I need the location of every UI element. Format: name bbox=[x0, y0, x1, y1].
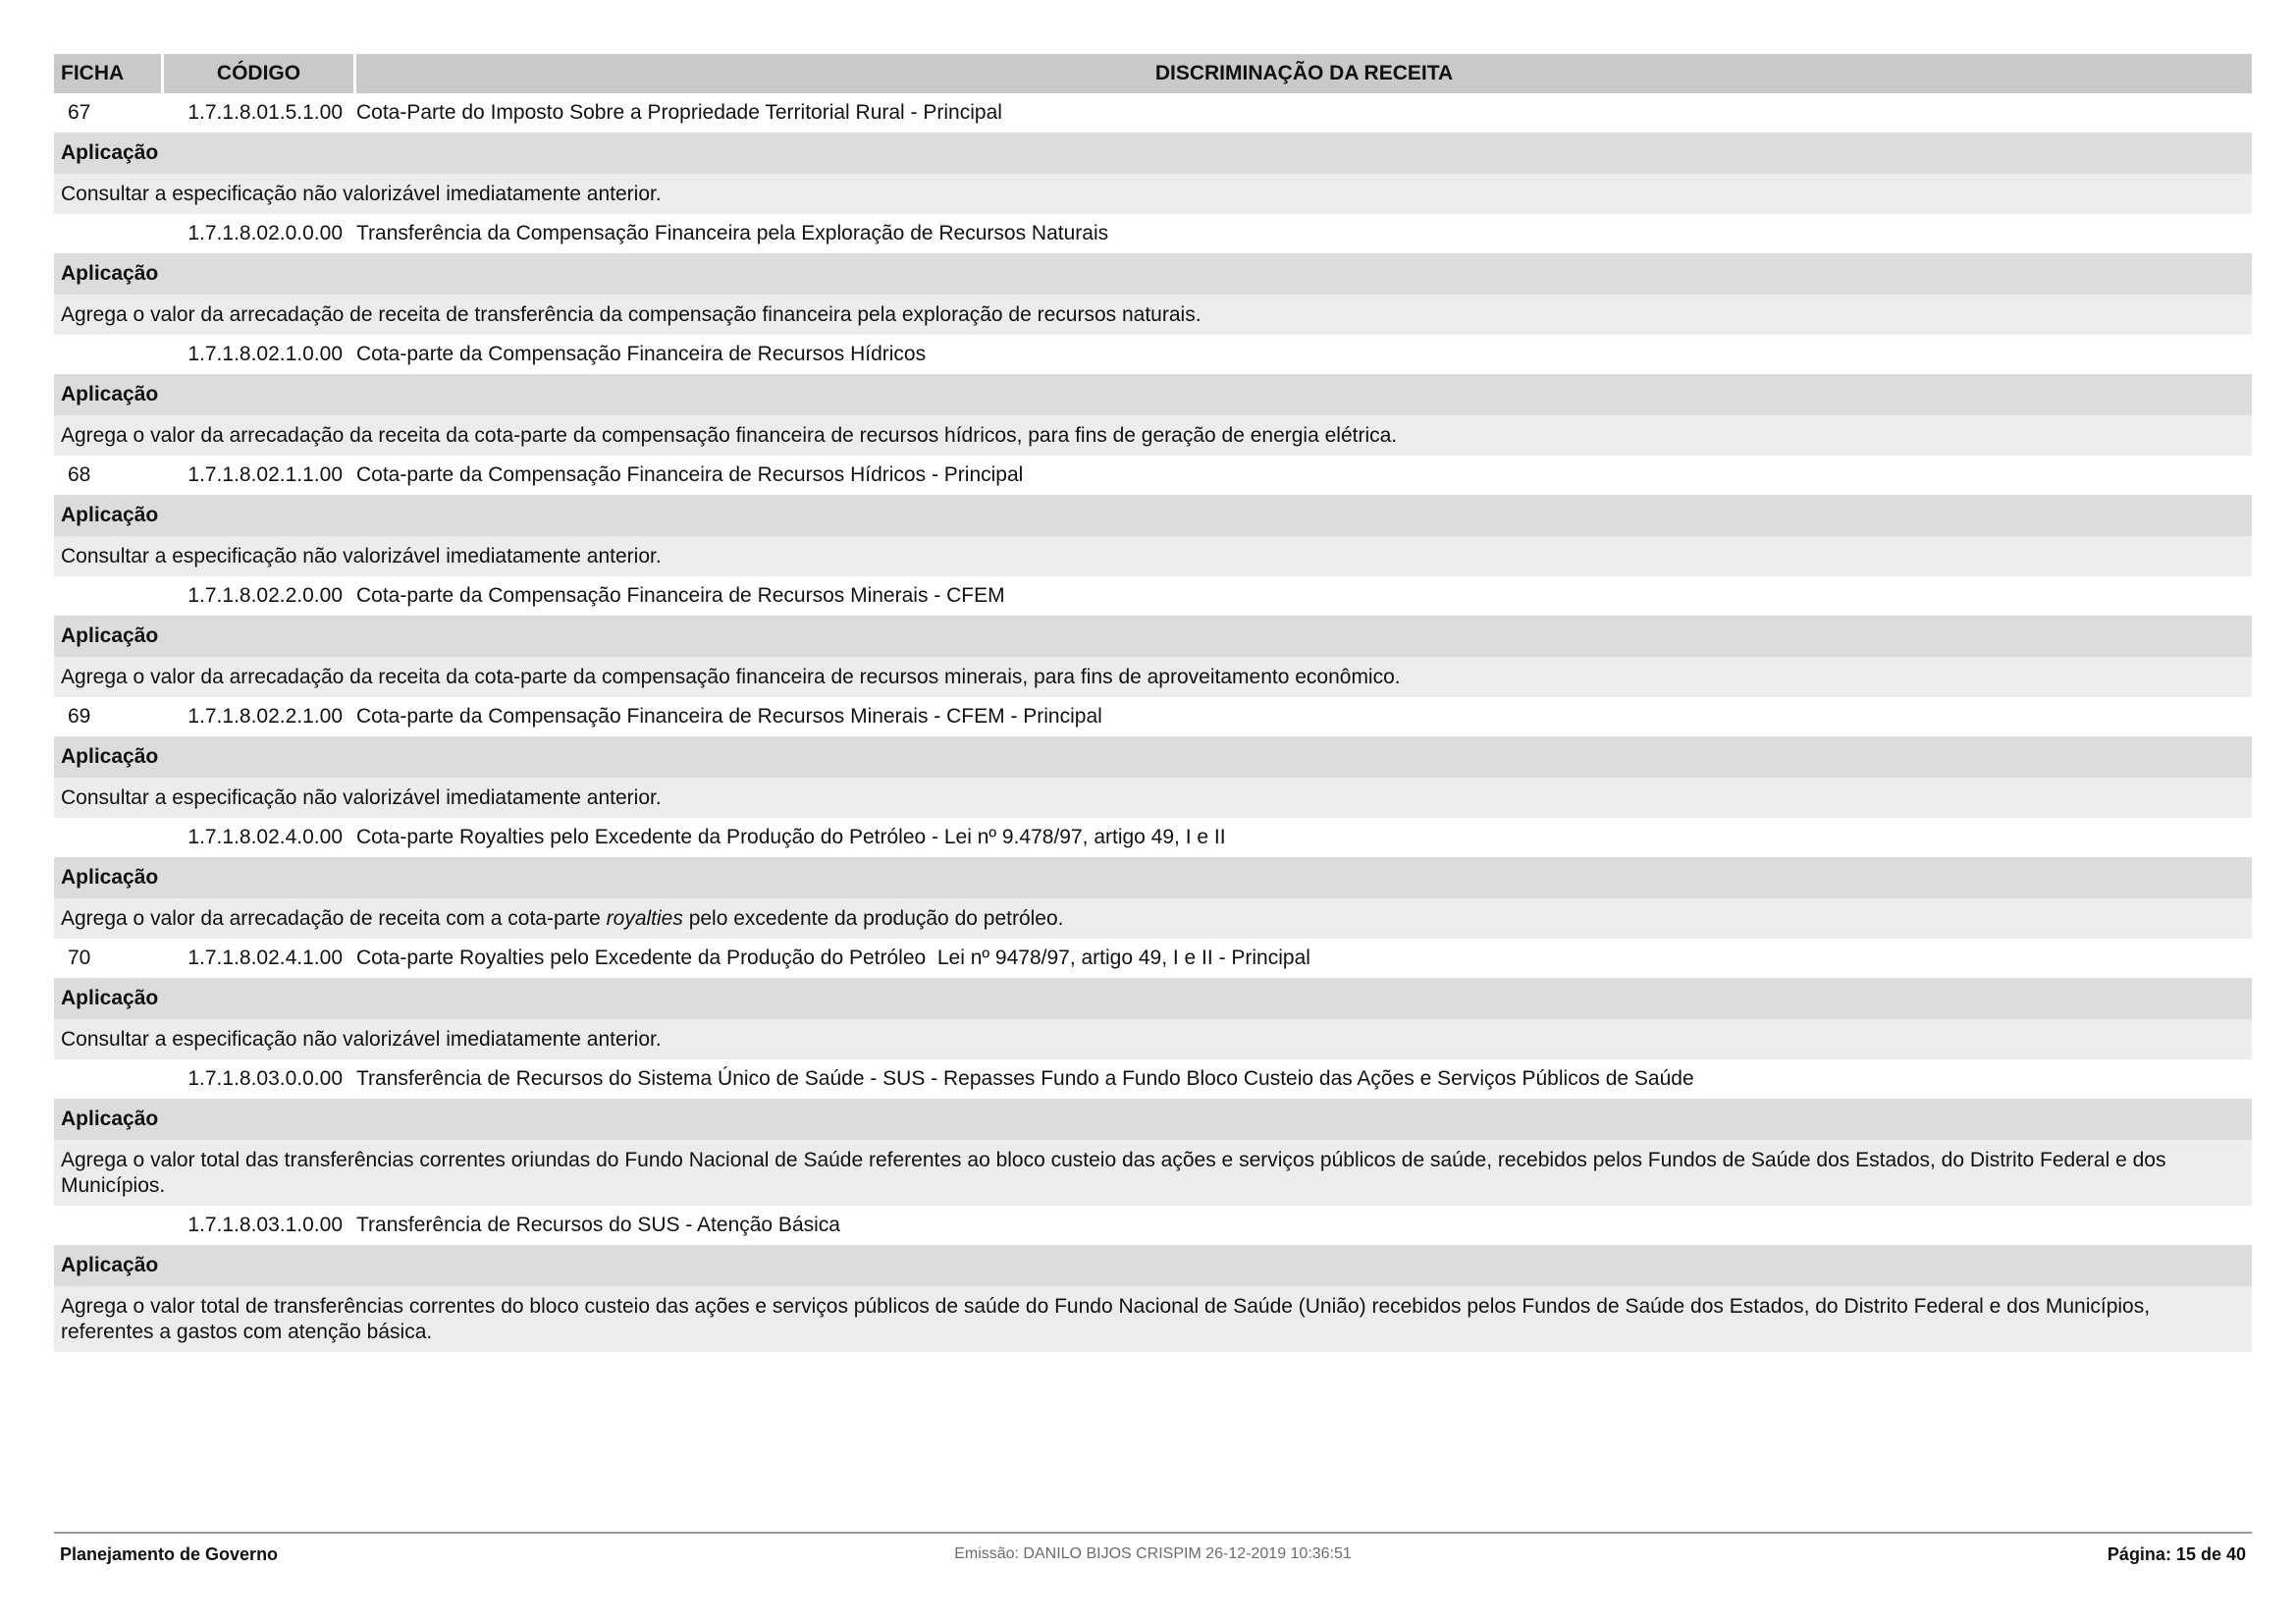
ficha-cell: 67 bbox=[68, 101, 91, 124]
aplicacao-text-after: pelo excedente da produção do petróleo. bbox=[682, 907, 1064, 930]
revenue-item bbox=[54, 1059, 2252, 1206]
table-row bbox=[54, 335, 2252, 374]
aplicacao-text: Agrega o valor da arrecadação de receita de transferência da compensação financeira pela exploração de recursos naturais. bbox=[54, 295, 2252, 335]
aplicacao-text bbox=[54, 898, 2252, 939]
table-row bbox=[54, 456, 2252, 495]
revenue-item bbox=[54, 818, 2252, 939]
descricao-cell: Cota-parte Royalties pelo Excedente da Produção do Petróleo Lei nº 9478/97, artigo 49, I e II - Principal bbox=[356, 947, 1310, 969]
footer-emission: Emissão: DANILO BIJOS CRISPIM 26-12-2019 10:36:51 bbox=[954, 1545, 1352, 1562]
descricao-cell: Cota-parte da Compensação Financeira de Recursos Hídricos - Principal bbox=[356, 463, 1024, 486]
table-row bbox=[54, 1206, 2252, 1245]
ficha-cell: 68 bbox=[68, 463, 91, 486]
aplicacao-text: Agrega o valor total de transferências correntes do bloco custeio das ações e serviços públicos de saúde do Fundo Nacional de Saúde (União) recebidos pelos Fundos de Saúde dos Estados, do Distrito Federal e dos Municípios, referentes a gastos com atenção básica. bbox=[54, 1286, 2252, 1352]
ficha-cell: 70 bbox=[68, 947, 91, 969]
footer-department: Planejamento de Governo bbox=[60, 1543, 279, 1564]
codigo-cell: 1.7.1.8.02.1.1.00 bbox=[187, 463, 343, 486]
codigo-cell: 1.7.1.8.02.2.1.00 bbox=[187, 705, 343, 728]
codigo-cell: 1.7.1.8.02.4.0.00 bbox=[187, 826, 343, 848]
revenue-item bbox=[54, 939, 2252, 1059]
aplicacao-text: Consultar a especificação não valorizável imediatamente anterior. bbox=[54, 174, 2252, 214]
ficha-cell: 69 bbox=[68, 705, 91, 728]
descricao-cell: Cota-parte da Compensação Financeira de Recursos Hídricos bbox=[356, 343, 927, 365]
table-row bbox=[54, 939, 2252, 978]
descricao-cell: Transferência de Recursos do SUS - Atenção Básica bbox=[356, 1214, 840, 1236]
aplicacao-label: Aplicação bbox=[54, 736, 2252, 778]
revenue-table bbox=[54, 54, 2252, 1352]
header-ficha: FICHA bbox=[54, 54, 164, 93]
descricao-cell: Cota-parte da Compensação Financeira de Recursos Minerais - CFEM bbox=[356, 584, 1005, 607]
revenue-item bbox=[54, 214, 2252, 335]
aplicacao-label: Aplicação bbox=[54, 133, 2252, 174]
descricao-cell: Cota-Parte do Imposto Sobre a Propriedade Territorial Rural - Principal bbox=[356, 101, 1002, 124]
header-descricao: DISCRIMINAÇÃO DA RECEITA bbox=[356, 54, 2252, 93]
table-row bbox=[54, 93, 2252, 133]
aplicacao-text: Agrega o valor da arrecadação da receita da cota-parte da compensação financeira de recursos minerais, para fins de aproveitamento econômico. bbox=[54, 657, 2252, 697]
table-row bbox=[54, 818, 2252, 857]
aplicacao-label: Aplicação bbox=[54, 978, 2252, 1019]
footer-page-number: Página: 15 de 40 bbox=[2107, 1543, 2246, 1564]
codigo-cell: 1.7.1.8.03.1.0.00 bbox=[187, 1214, 343, 1236]
table-header bbox=[54, 54, 2252, 93]
codigo-cell: 1.7.1.8.03.0.0.00 bbox=[187, 1067, 343, 1090]
header-codigo: CÓDIGO bbox=[164, 54, 356, 93]
aplicacao-label: Aplicação bbox=[54, 1245, 2252, 1286]
table-row bbox=[54, 576, 2252, 616]
descricao-cell: Transferência de Recursos do Sistema Único de Saúde - SUS - Repasses Fundo a Fundo Bloco Custeio das Ações e Serviços Públicos de Saúde bbox=[356, 1067, 1694, 1090]
codigo-cell: 1.7.1.8.02.2.0.00 bbox=[187, 584, 343, 607]
aplicacao-text: Consultar a especificação não valorizável imediatamente anterior. bbox=[54, 1019, 2252, 1059]
codigo-cell: 1.7.1.8.01.5.1.00 bbox=[187, 101, 343, 124]
aplicacao-text-italic: royalties bbox=[606, 907, 683, 930]
aplicacao-label: Aplicação bbox=[54, 857, 2252, 898]
aplicacao-label: Aplicação bbox=[54, 495, 2252, 536]
aplicacao-label: Aplicação bbox=[54, 1099, 2252, 1140]
codigo-cell: 1.7.1.8.02.0.0.00 bbox=[187, 222, 343, 244]
codigo-cell: 1.7.1.8.02.1.0.00 bbox=[187, 343, 343, 365]
descricao-cell: Transferência da Compensação Financeira pela Exploração de Recursos Naturais bbox=[356, 222, 1109, 244]
aplicacao-text: Consultar a especificação não valorizável imediatamente anterior. bbox=[54, 778, 2252, 818]
revenue-item bbox=[54, 697, 2252, 818]
aplicacao-label: Aplicação bbox=[54, 616, 2252, 657]
page-footer bbox=[54, 1532, 2252, 1575]
revenue-item bbox=[54, 1206, 2252, 1352]
aplicacao-text: Consultar a especificação não valorizável imediatamente anterior. bbox=[54, 536, 2252, 576]
table-row bbox=[54, 214, 2252, 253]
revenue-item bbox=[54, 456, 2252, 576]
aplicacao-text-before: Agrega o valor da arrecadação de receita com a cota-parte bbox=[61, 907, 607, 930]
codigo-cell: 1.7.1.8.02.4.1.00 bbox=[187, 947, 343, 969]
aplicacao-text: Agrega o valor da arrecadação da receita da cota-parte da compensação financeira de recursos hídricos, para fins de geração de energia elétrica. bbox=[54, 415, 2252, 456]
table-row bbox=[54, 1059, 2252, 1099]
revenue-item bbox=[54, 93, 2252, 214]
aplicacao-text: Agrega o valor total das transferências correntes oriundas do Fundo Nacional de Saúde referentes ao bloco custeio das ações e serviços públicos de saúde, recebidos pelos Fundos de Saúde dos Estados, do Distrito Federal e dos Municípios. bbox=[54, 1140, 2252, 1206]
table-row bbox=[54, 697, 2252, 736]
aplicacao-label: Aplicação bbox=[54, 374, 2252, 415]
descricao-cell: Cota-parte da Compensação Financeira de Recursos Minerais - CFEM - Principal bbox=[356, 705, 1102, 728]
revenue-item bbox=[54, 576, 2252, 697]
descricao-cell: Cota-parte Royalties pelo Excedente da Produção do Petróleo - Lei nº 9.478/97, artigo 49, I e II bbox=[356, 826, 1226, 848]
revenue-item bbox=[54, 335, 2252, 456]
aplicacao-label: Aplicação bbox=[54, 253, 2252, 295]
